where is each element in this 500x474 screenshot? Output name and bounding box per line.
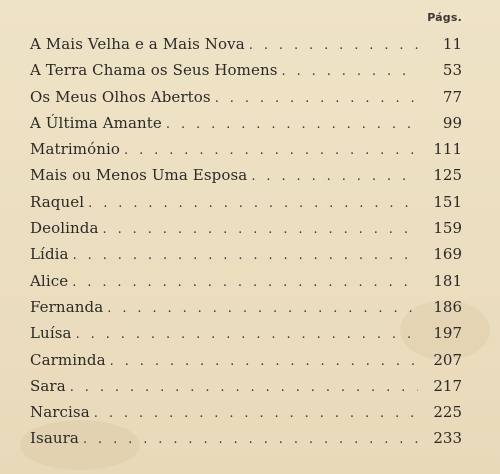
toc-entry-title: A Terra Chama os Seus Homens — [30, 61, 278, 80]
leader-dots — [83, 427, 418, 453]
leader-dots — [249, 33, 418, 59]
toc-entry — [30, 110, 462, 136]
toc-entry-title: Fernanda — [30, 297, 104, 316]
toc-entry-title: Raquel — [30, 192, 85, 211]
toc-entry-page: 186 — [433, 297, 462, 316]
leader-dots — [73, 243, 418, 269]
toc-entry-title: Mais ou Menos Uma Esposa — [30, 166, 248, 185]
toc-entry — [30, 373, 462, 399]
leader-dots — [72, 270, 418, 296]
toc-entry — [30, 241, 462, 267]
leader-dots — [94, 401, 418, 427]
toc-entry-page: 159 — [433, 219, 462, 238]
toc-entry-page: 233 — [433, 429, 462, 448]
toc-entry-title: Sara — [30, 376, 66, 395]
leader-dots — [282, 59, 418, 85]
toc-entry — [30, 347, 462, 373]
leader-dots — [76, 322, 418, 348]
toc-entry-page: 111 — [433, 140, 462, 159]
toc-entry-page: 151 — [433, 192, 462, 211]
toc-entry-page: 225 — [433, 403, 462, 422]
pages-column-header: Págs. — [427, 11, 462, 24]
leader-dots — [215, 86, 418, 112]
toc-entry — [30, 268, 462, 294]
leader-dots — [124, 138, 418, 164]
toc-entry-title: Lídia — [30, 245, 69, 264]
toc-entry — [30, 31, 462, 57]
leader-dots — [88, 191, 418, 217]
toc-entry-page: 77 — [442, 87, 462, 106]
toc-entry — [30, 399, 462, 425]
toc-entry-title: Matrimónio — [30, 140, 121, 159]
leader-dots — [107, 296, 418, 322]
toc-entry-title: Deolinda — [30, 219, 99, 238]
toc-entry-page: 125 — [433, 166, 462, 185]
toc-entry-page: 169 — [433, 245, 462, 264]
toc-entry — [30, 215, 462, 241]
toc-entry — [30, 84, 462, 110]
leader-dots — [166, 112, 418, 138]
toc-entry — [30, 189, 462, 215]
table-of-contents — [30, 31, 462, 452]
toc-entry-page: 99 — [442, 113, 462, 132]
toc-entry-page: 181 — [433, 271, 462, 290]
toc-entry — [30, 294, 462, 320]
toc-entry-title: Narcisa — [30, 403, 90, 422]
toc-entry — [30, 162, 462, 188]
toc-entry — [30, 425, 462, 451]
toc-entry-title: Luísa — [30, 324, 72, 343]
toc-entry-page: 197 — [433, 324, 462, 343]
toc-entry-title: Isaura — [30, 429, 79, 448]
leader-dots — [70, 375, 418, 401]
toc-entry-page: 207 — [433, 350, 462, 369]
leader-dots — [103, 217, 418, 243]
toc-entry-title: Carminda — [30, 350, 106, 369]
toc-entry-page: 11 — [442, 35, 462, 53]
leader-dots — [251, 164, 418, 190]
toc-entry — [30, 57, 462, 83]
toc-entry-title: A Mais Velha e a Mais Nova — [30, 35, 245, 53]
toc-entry — [30, 136, 462, 162]
toc-entry-title: A Última Amante — [30, 113, 162, 132]
toc-entry — [30, 320, 462, 346]
toc-entry-title: Alice — [30, 271, 69, 290]
toc-entry-page: 217 — [433, 376, 462, 395]
toc-entry-title: Os Meus Olhos Abertos — [30, 87, 211, 106]
leader-dots — [110, 349, 418, 375]
toc-entry-page: 53 — [442, 61, 462, 80]
